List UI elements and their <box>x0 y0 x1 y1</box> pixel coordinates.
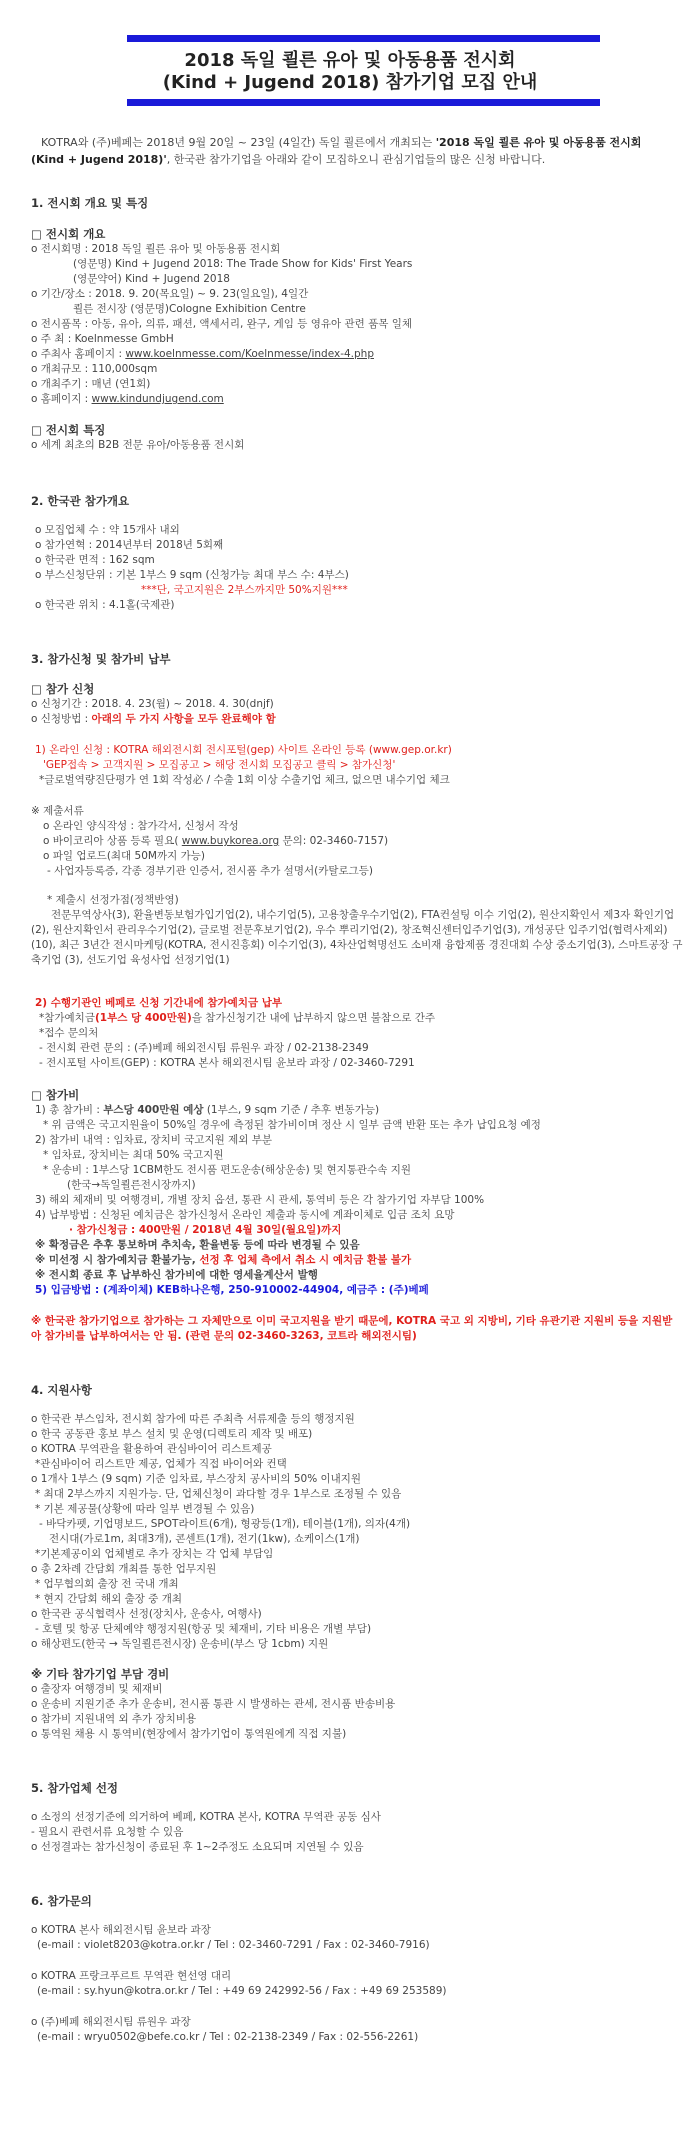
history: o 참가연혁 : 2014년부터 2018년 5회째 <box>35 539 224 551</box>
selection-3: o 선정결과는 참가신청이 종료된 후 1~2주정도 소요되며 지연될 수 있음 <box>31 1841 364 1853</box>
bonus-points-title: * 제출시 선정가점(정책반영) <box>47 894 179 906</box>
event-venue: 쾰른 전시장 (영문명)Cologne Exhibition Centre <box>73 303 306 315</box>
doc-online-form: o 온라인 양식작성 : 참가각서, 신청서 작성 <box>43 820 239 832</box>
notice-body <box>31 162 691 2045</box>
contact-kotra-frankfurt: o KOTRA 프랑크푸르트 무역관 현선영 대리 <box>31 1970 232 1982</box>
basic-items-1: - 바닥카펫, 기업명보드, SPOT라이트(6개), 형광등(1개), 테이블(1개), 의자(4개) <box>39 1518 411 1530</box>
intro-event-name: '2018 독일 쾰른 유아 및 아동용품 전시회 (Kind + Jugend 2018)' <box>31 136 642 166</box>
support-5-domestic: * 업무협의회 출장 전 국내 개최 <box>35 1578 179 1590</box>
doc-upload-items: - 사업자등록증, 각종 경부기관 인증서, 전시품 추가 설명서(카탈로그등) <box>47 865 374 877</box>
event-scale: o 개최규모 : 110,000sqm <box>31 363 158 375</box>
booth-unit: o 부스신청단위 : 기본 1부스 9 sqm (신청가능 최대 부스 수: 4부스) <box>35 569 349 581</box>
contact-befe-info: (e-mail : wryu0502@befe.co.kr / Tel : 02-2138-2349 / Fax : 02-556-2261) <box>37 2031 419 2043</box>
bonus-points-list: 전문무역상사(3), 환율변동보험가입기업(2), 내수기업(5), 고용창출우수기업(2), FTA컨설팅 이수 기업(2), 원산지확인서 제3자 확인기업(2), 원산지확인서 관리우수기업(2), 글로벌 전문후보기업(2), 우수 뿌리기업(2), 창조혁신센터입주기업(3), 개성공단 입주기업(협력사제외)(10), 최근 3년간 전시마케팅(KOTRA, 전시진흥회) 이수기업(3), 4차산업혁명선도 소비재 융합제품 경진대회 수상 중소기업(3), 스마트공장 구축기업 (3), 선도기업 육성사업 선정기업(1) <box>31 909 683 966</box>
self-expense-3: o 참가비 지원내역 외 추가 장치비용 <box>31 1713 197 1725</box>
inquiry-gep: - 전시포털 사이트(GEP) : KOTRA 본사 해외전시팀 윤보라 과장 / 02-3460-7291 <box>39 1057 415 1069</box>
contact-kotra-hq-info: (e-mail : violet8203@kotra.or.kr / Tel : 02-3460-7291 / Fax : 02-3460-7916) <box>37 1939 430 1951</box>
contact-befe: o (주)베페 해외전시팀 류원우 과장 <box>31 2016 191 2028</box>
fee-breakdown: 2) 참가비 내역 : 임차료, 장치비 국고지원 제외 부분 <box>35 1134 273 1146</box>
subsidy-note: ***단, 국고지원은 2부스까지만 50%지원*** <box>141 584 348 596</box>
intro-paragraph: KOTRA와 (주)베페는 2018년 9월 20일 ~ 23일 (4일간) 독일 쾰른에서 개최되는 '2018 독일 쾰른 유아 및 아동용품 전시회 (Kind + Jugend 2018)', 한국관 참가기업을 아래와 같이 모집하오니 관심기업들의 많은 신청 바랍니다. <box>31 136 642 166</box>
section-1-title: 1. 전시회 개요 및 특징 <box>31 196 149 210</box>
self-expense-title: ※ 기타 참가기업 부담 경비 <box>31 1667 170 1681</box>
bank-account: 5) 입금방법 : (계좌이체) KEB하나은행, 250-910002-44904, 예금주 : (주)베페 <box>35 1284 429 1296</box>
section-3-title: 3. 참가신청 및 참가비 납부 <box>31 652 171 666</box>
event-cycle: o 개최주기 : 매년 (연1회) <box>31 378 151 390</box>
payment-method: 4) 납부방법 : 신청된 예치금은 참가신청서 온라인 제출과 동시에 계좌이체로 입금 조치 요망 <box>35 1209 455 1221</box>
apply-title: □ 참가 신청 <box>31 682 95 696</box>
event-period: o 기간/장소 : 2018. 9. 20(목요일) ~ 9. 23(일요일), 4일간 <box>31 288 309 300</box>
support-1: o 한국관 부스임차, 전시회 참가에 따른 주최측 서류제출 등의 행정지원 <box>31 1413 355 1425</box>
event-items: o 전시품목 : 아동, 유아, 의류, 패션, 액세서리, 완구, 게임 등 영유아 관련 품목 일체 <box>31 318 413 330</box>
support-5: o 총 2차례 간담회 개최를 통한 업무지원 <box>31 1563 217 1575</box>
support-3: o KOTRA 무역관을 활용하여 관심바이어 리스트제공 <box>31 1443 272 1455</box>
support-4-note: * 최대 2부스까지 지원가능. 단, 업체신청이 과다할 경우 1부스로 조정될 수 있음 <box>35 1488 402 1500</box>
support-2: o 한국 공동관 홍보 부스 설치 및 운영(디렉토리 제작 및 배포) <box>31 1428 313 1440</box>
organizer-homepage-link[interactable]: www.koelnmesse.com/Koelnmesse/index-4.php <box>125 348 374 360</box>
global-assessment-note: *글로벌역량진단평가 연 1회 작성必 / 수출 1회 이상 수출기업 체크, 없으면 내수기업 체크 <box>39 774 450 786</box>
doc-buykorea: o 바이코리아 상품 등록 필요( www.buykorea.org 문의: 02-3460-7157) <box>43 835 389 847</box>
title-line-2: (Kind + Jugend 2018) 참가기업 모집 안내 <box>162 72 538 93</box>
shipping-support: * 운송비 : 1부스당 1CBM한도 전시품 편도운송(해상운송) 및 현지통관수속 지원 <box>43 1164 411 1176</box>
support-7: o 해상편도(한국 → 독일쾰른전시장) 운송비(부스 당 1cbm) 지원 <box>31 1638 329 1650</box>
basic-items-title: * 기본 제공물(상황에 따라 일부 변경될 수 있음) <box>35 1503 255 1515</box>
title-underline <box>127 99 600 106</box>
section-4-title: 4. 지원사항 <box>31 1383 92 1397</box>
self-expense-2: o 운송비 지원기준 추가 운송비, 전시품 통관 시 발생하는 관세, 전시품 반송비용 <box>31 1698 396 1710</box>
deposit-deadline: · 참가신청금 : 400만원 / 2018년 4월 30일(월요일)까지 <box>69 1224 342 1236</box>
pavilion-location: o 한국관 위치 : 4.1홀(국제관) <box>35 599 175 611</box>
event-homepage-link[interactable]: www.kindundjugend.com <box>91 393 224 405</box>
invoice-note: ※ 전시회 종료 후 납부하신 참가비에 대한 영세율계산서 발행 <box>35 1269 318 1281</box>
support-5-overseas: * 현지 간담회 해외 출장 중 개최 <box>35 1593 182 1605</box>
fee-subsidy: * 임차료, 장치비는 최대 50% 국고지원 <box>43 1149 224 1161</box>
extra-items-note: *기본제공이외 업체별로 추가 장치는 각 업체 부담임 <box>35 1548 274 1560</box>
support-3-note: *관심바이어 리스트만 제공, 업체가 직접 바이어와 컨택 <box>35 1458 287 1470</box>
self-expense-4: o 통역원 채용 시 통역비(현장에서 참가기업이 통역원에게 직접 지불) <box>31 1728 347 1740</box>
shipping-route: (한국→독일쾰른전시장까지) <box>67 1179 196 1191</box>
inquiry-befe: - 전시회 관련 문의 : (주)베페 해외전시팀 류원우 과장 / 02-2138-2349 <box>39 1042 369 1054</box>
fee-note: * 위 금액은 국고지원율이 50%일 경우에 측정된 참가비이며 정산 시 일부 금액 반환 또는 추가 납입요청 예정 <box>43 1119 541 1131</box>
doc-upload: o 파일 업로드(최대 50M까지 가능) <box>43 850 205 862</box>
event-homepage: o 홈페이지 : www.kindundjugend.com <box>31 393 224 405</box>
event-organizer: o 주 최 : Koelnmesse GmbH <box>31 333 174 345</box>
contact-kotra-frankfurt-info: (e-mail : sy.hyun@kotra.or.kr / Tel : +49 69 242992-56 / Fax : +49 69 253589) <box>37 1985 447 1997</box>
feature-title: □ 전시회 특징 <box>31 423 106 437</box>
inquiry-title: *접수 문의처 <box>39 1027 99 1039</box>
organizer-homepage: o 주최사 홈페이지 : www.koelnmesse.com/Koelnmesse/index-4.php <box>31 348 374 360</box>
online-apply: 1) 온라인 신청 : KOTRA 해외전시회 전시포털(gep) 사이트 온라인 등록 (www.gep.or.kr) <box>35 744 452 756</box>
docs-title: ※ 제출서류 <box>31 805 84 817</box>
section-6-title: 6. 참가문의 <box>31 1894 92 1908</box>
self-expenses: 3) 해외 체재비 및 여행경비, 개별 장치 옵션, 통관 시 관세, 통역비 등은 각 참가기업 자부담 100% <box>35 1194 485 1206</box>
buykorea-link[interactable]: www.buykorea.org <box>181 835 280 847</box>
gep-path: 'GEP접속 > 고객지원 > 모집공고 > 해당 전시회 모집공고 클릭 > 참가신청' <box>43 759 396 771</box>
support-4: o 1개사 1부스 (9 sqm) 기준 임차료, 부스장치 공사비의 50% 이내지원 <box>31 1473 362 1485</box>
deposit-title: 2) 수행기관인 베페로 신청 기간내에 참가예치금 납부 <box>35 997 283 1009</box>
apply-method: o 신청방법 : 아래의 두 가지 사항을 모두 완료해야 함 <box>31 713 276 725</box>
fee-title: □ 참가비 <box>31 1088 80 1102</box>
fee-change-note: ※ 확정금은 추후 통보하며 추치속, 환율변동 등에 따라 변경될 수 있음 <box>35 1239 360 1251</box>
contact-kotra-hq: o KOTRA 본사 해외전시팀 윤보라 과장 <box>31 1924 211 1936</box>
selection-2: - 필요시 관련서류 요청할 수 있음 <box>31 1826 184 1838</box>
total-fee: 1) 총 참가비 : 부스당 400만원 예상 (1부스, 9 sqm 기준 / 추후 변동가능) <box>35 1104 380 1116</box>
selection-1: o 소정의 선정기준에 의거하여 베페, KOTRA 본사, KOTRA 무역관 공동 심사 <box>31 1811 381 1823</box>
duplicate-subsidy-warning: ※ 한국관 참가기업으로 참가하는 그 자체만으로 이미 국고지원을 받기 때문에, KOTRA 국고 외 지방비, 기타 유관기관 지원비 등을 지원받아 참가비를 납부하여서는 안 됨. (관련 문의 02-3460-3263, 코트라 해외전시팀) <box>31 1315 673 1342</box>
section-5-title: 5. 참가업체 선정 <box>31 1781 119 1795</box>
top-divider <box>127 35 600 42</box>
title-line-1: 2018 독일 쾰른 유아 및 아동용품 전시회 <box>184 50 516 71</box>
deposit-note: *참가예치금(1부스 당 400만원)을 참가신청기간 내에 납부하지 않으면 불참으로 간주 <box>39 1012 435 1024</box>
pavilion-area: o 한국관 면적 : 162 sqm <box>35 554 155 566</box>
support-6: o 한국관 공식협력사 선정(장치사, 운송사, 여행사) <box>31 1608 262 1620</box>
event-name-en: (영문명) Kind + Jugend 2018: The Trade Show for Kids' First Years <box>73 258 413 270</box>
basic-items-2: 전시대(가로1m, 최대3개), 콘센트(1개), 전기(1kw), 쇼케이스(1개) <box>49 1533 360 1545</box>
support-6-note: - 호텔 및 항공 단체예약 행정지원(항공 및 체재비, 기타 비용은 개별 부담) <box>35 1623 372 1635</box>
recruit-count: o 모집업체 수 : 약 15개사 내외 <box>35 524 180 536</box>
refund-note: ※ 미선정 시 참가예치금 환불가능, 선정 후 업체 측에서 취소 시 예치금 환불 불가 <box>35 1254 412 1266</box>
apply-period: o 신청기간 : 2018. 4. 23(월) ~ 2018. 4. 30(dnjf) <box>31 698 274 710</box>
page-title <box>0 50 700 94</box>
event-abbr: (영문약어) Kind + Jugend 2018 <box>73 273 230 285</box>
overview-title: □ 전시회 개요 <box>31 227 106 241</box>
feature-line: o 세계 최초의 B2B 전문 유아/아동용품 전시회 <box>31 439 245 451</box>
event-name: o 전시회명 : 2018 독일 쾰른 유아 및 아동용품 전시회 <box>31 243 281 255</box>
self-expense-1: o 출장자 여행경비 및 체재비 <box>31 1683 163 1695</box>
section-2-title: 2. 한국관 참가개요 <box>31 494 130 508</box>
